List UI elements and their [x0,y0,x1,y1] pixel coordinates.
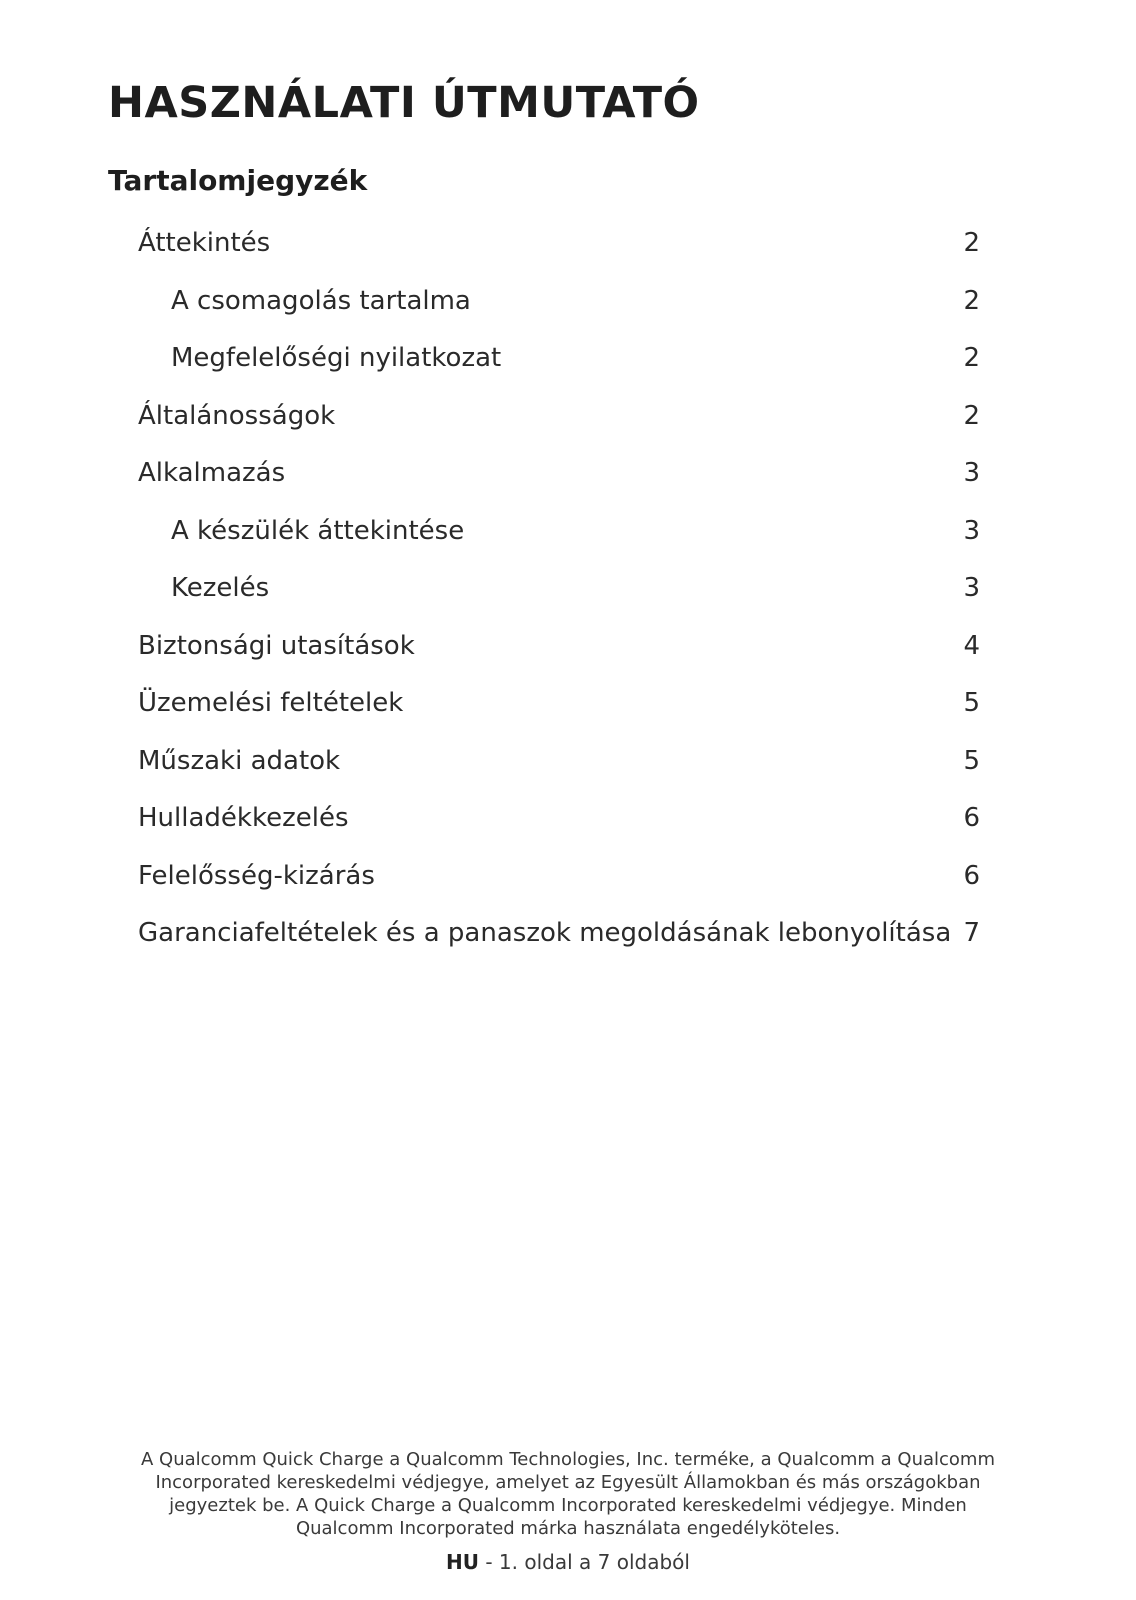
toc-entry-label: Általánosságok [138,400,336,431]
toc-entry[interactable] [0,738,1136,796]
toc-entry[interactable] [0,680,1136,738]
toc-entry-page: 6 [963,803,980,833]
toc-entry-label: A csomagolás tartalma [171,285,471,316]
trademark-note: A Qualcomm Quick Charge a Qualcomm Technologies, Inc. terméke, a Qualcomm a Qualcomm Incorporated kereskedelmi védjegye, amelyet az Egyesült Államokban és más országokban jegyeztek be. A Quick Charge a Qualcomm Incorporated kereskedelmi védjegye. Minden Qualcomm Incorporated márka használata engedélyköteles. [141,1449,995,1539]
toc-entry-page: 2 [963,228,980,258]
toc-entry[interactable] [0,278,1136,336]
toc-entry-label: Garanciafeltételek és a panaszok megoldásának lebonyolítása [138,918,952,948]
toc-entry-label: Kezelés [171,573,270,603]
toc-entry-page: 7 [963,918,980,948]
toc-entry-label: Áttekintés [138,228,271,258]
table-of-contents [0,220,1136,968]
toc-entry-page: 6 [963,860,980,891]
toc-entry[interactable] [0,508,1136,566]
toc-entry-page: 4 [963,630,980,661]
toc-entry[interactable] [0,623,1136,681]
toc-entry[interactable] [0,910,1136,968]
toc-entry-page: 5 [963,688,980,718]
page-number-info: - 1. oldal a 7 oldaból [479,1550,690,1574]
page-footer [0,1550,1136,1574]
language-code: HU [446,1550,479,1574]
toc-entry-label: Műszaki adatok [138,745,341,776]
toc-entry[interactable] [0,565,1136,623]
toc-entry-page: 2 [963,400,980,431]
toc-entry[interactable] [0,393,1136,451]
toc-entry-page: 3 [963,458,980,488]
toc-entry-label: Hulladékkezelés [138,803,349,833]
toc-entry-page: 2 [963,343,980,373]
toc-entry-label: Megfelelőségi nyilatkozat [171,343,502,373]
toc-entry[interactable] [0,220,1136,278]
toc-entry[interactable] [0,853,1136,911]
toc-entry-page: 3 [963,515,980,546]
toc-entry-label: Üzemelési feltételek [138,688,404,718]
toc-entry-page: 5 [963,745,980,776]
document-title: HASZNÁLATI ÚTMUTATÓ [108,78,700,128]
toc-entry-page: 3 [963,573,980,603]
toc-entry-label: A készülék áttekintése [171,515,465,546]
toc-entry-label: Felelősség-kizárás [138,860,375,891]
toc-entry[interactable] [0,795,1136,853]
toc-entry-label: Alkalmazás [138,458,286,488]
toc-entry[interactable] [0,335,1136,393]
toc-entry-label: Biztonsági utasítások [138,630,415,661]
toc-entry-page: 2 [963,285,980,316]
toc-entry[interactable] [0,450,1136,508]
toc-heading: Tartalomjegyzék [108,164,368,197]
